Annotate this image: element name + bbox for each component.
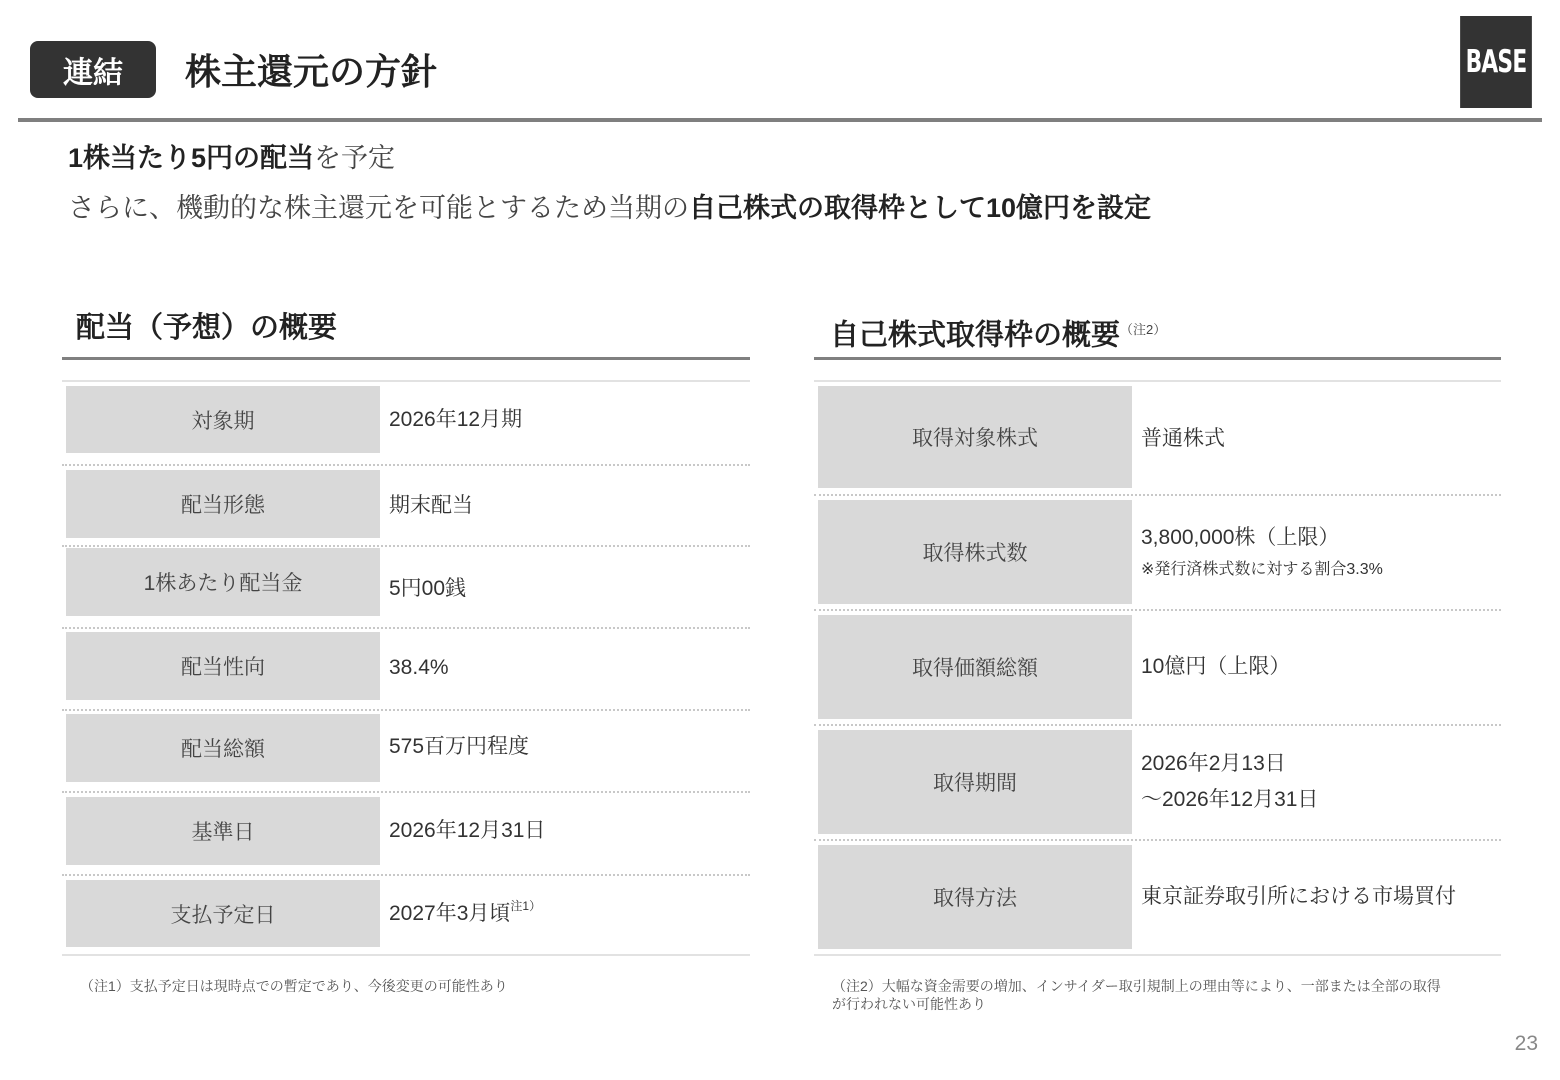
- row-label: 取得対象株式: [818, 386, 1132, 488]
- row-value-text: 期末配当: [389, 494, 473, 517]
- row-value-text: 2026年12月期: [389, 407, 523, 431]
- dividend-section-rule: [62, 357, 750, 360]
- dividend-footnote: （注1）支払予定日は現時点での暫定であり、今後変更の可能性あり: [80, 978, 508, 994]
- row-value-text: 10億円（上限）: [1141, 655, 1291, 678]
- row-value-text: 575百万円程度: [389, 735, 530, 758]
- buyback-section-rule: [814, 357, 1501, 360]
- row-value-text: 5円00銭: [389, 577, 467, 600]
- row-value: [1141, 386, 1225, 492]
- row-label: 取得方法: [818, 845, 1132, 949]
- row-value-text: 東京証券取引所における市場買付: [1141, 885, 1456, 908]
- table-row: [814, 382, 1501, 496]
- lead-line-2: [68, 190, 1151, 226]
- row-label: 配当総額: [66, 714, 380, 782]
- table-row: [62, 547, 750, 629]
- row-value-subtext: ※発行済株式数に対する割合3.3%: [1141, 561, 1383, 578]
- table-row: [62, 629, 750, 711]
- row-label: 支払予定日: [66, 880, 380, 947]
- dividend-table-bottom-line: [62, 954, 750, 956]
- buyback-section-title: [830, 310, 1166, 356]
- row-value: [1141, 845, 1456, 949]
- lead-line-2-prefix: さらに、機動的な株主還元を可能とするため当期の: [68, 193, 689, 223]
- buyback-footnote-line-2: が行われない可能性あり: [832, 996, 986, 1012]
- table-row: [62, 793, 750, 876]
- row-label: 配当形態: [66, 470, 380, 538]
- row-value: [389, 632, 449, 704]
- table-row: [62, 382, 750, 466]
- row-label: 配当性向: [66, 632, 380, 700]
- row-value-text: 38.4%: [389, 656, 449, 679]
- row-value-text: 3,800,000株（上限）: [1141, 526, 1340, 549]
- row-value-text-2: ～2026年12月31日: [1141, 788, 1319, 811]
- buyback-title-note: （注2）: [1120, 322, 1167, 337]
- base-logo: BASE: [1460, 16, 1532, 108]
- row-label: 取得期間: [818, 730, 1132, 834]
- row-value: [389, 386, 522, 453]
- lead-line-2-bold: 自己株式の取得枠として10億円を設定: [689, 193, 1152, 223]
- row-value: [389, 711, 529, 783]
- row-label: 取得価額総額: [818, 615, 1132, 719]
- row-label: 対象期: [66, 386, 380, 453]
- row-value: [1141, 730, 1318, 834]
- table-row: [62, 876, 750, 956]
- lead-line-1: [68, 140, 395, 176]
- buyback-section-title-text: 自己株式取得枠の概要: [830, 319, 1121, 352]
- buyback-table-bottom-line: [814, 954, 1501, 956]
- page-title: 株主還元の方針: [185, 51, 438, 92]
- row-value: [1141, 500, 1383, 604]
- row-label: 1株あたり配当金: [66, 548, 380, 616]
- table-row: [814, 841, 1501, 956]
- row-value: [389, 878, 541, 950]
- table-row: [814, 611, 1501, 726]
- row-value-text: 2026年2月13日: [1141, 752, 1286, 775]
- row-value: [389, 795, 545, 867]
- row-label: 基準日: [66, 797, 380, 865]
- table-row: [814, 726, 1501, 841]
- row-value: [389, 553, 466, 625]
- table-row: [62, 711, 750, 793]
- row-value-text: 2026年12月31日: [389, 819, 546, 842]
- page-number: 23: [1514, 1032, 1538, 1055]
- buyback-footnote-line-1: （注2）大幅な資金需要の増加、インサイダー取引規制上の理由等により、一部または全部の取得: [832, 978, 1441, 994]
- title-divider: [18, 118, 1542, 122]
- section-badge: 連結: [30, 41, 156, 98]
- table-row: [62, 466, 750, 547]
- lead-line-1-bold: 1株当たり5円の配当: [68, 143, 315, 173]
- footnote-ref: 注1）: [510, 899, 542, 913]
- row-value-text: 普通株式: [1141, 427, 1225, 450]
- row-value-text: 2027年3月頃: [389, 902, 511, 925]
- dividend-section-title: 配当（予想）の概要: [76, 312, 338, 344]
- buyback-footnote: [832, 977, 1441, 1013]
- row-value: [389, 470, 473, 542]
- table-row: [814, 496, 1501, 611]
- row-label: 取得株式数: [818, 500, 1132, 604]
- lead-line-1-rest: を予定: [314, 143, 396, 173]
- row-value: [1141, 615, 1290, 719]
